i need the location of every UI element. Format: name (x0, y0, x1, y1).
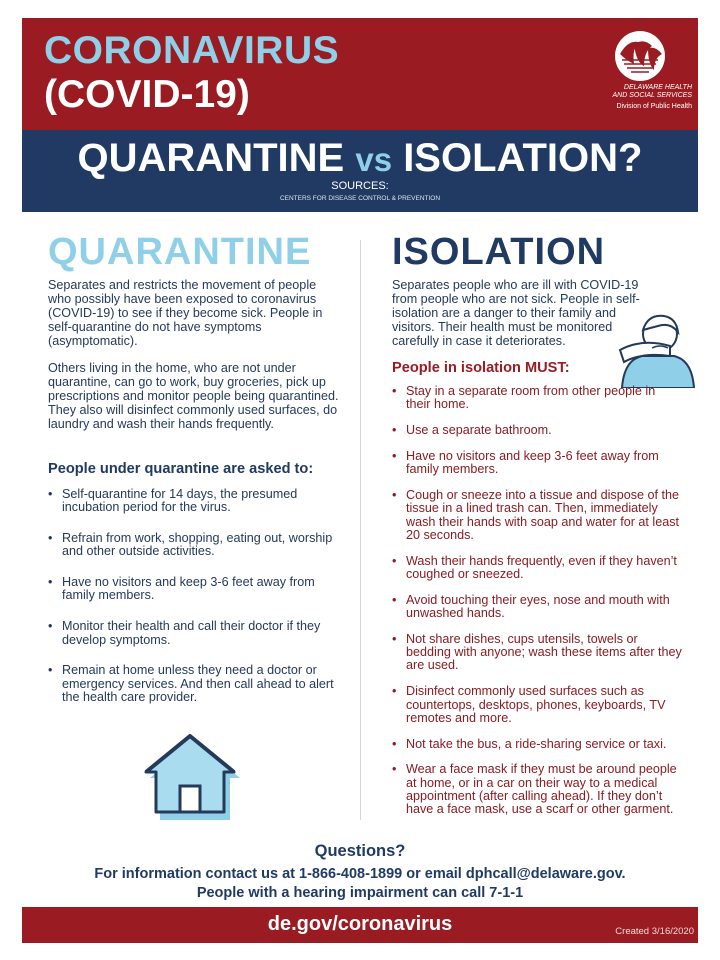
sources-value: CENTERS FOR DISEASE CONTROL & PREVENTION (279, 195, 441, 202)
delaware-dhss-logo-icon (614, 30, 666, 82)
list-item: • Wash their hands frequently, even if they haven’t coughed or sneezed. (392, 555, 682, 582)
coughing-person-icon (612, 308, 704, 388)
list-item: • Not share dishes, cups utensils, towels or bedding with anyone; wash these items after they are used. (392, 633, 682, 673)
list-item: • Refrain from work, shopping, eating out, worship and other outside activities. (48, 532, 340, 559)
title-covid19: (COVID-19) (44, 73, 250, 116)
list-item: • Remain at home unless they need a doctor or emergency services. And then call ahead to alert the health care provider. (48, 664, 340, 704)
isolation-heading: ISOLATION (392, 231, 606, 273)
quarantine-heading: QUARANTINE (48, 231, 312, 273)
headline (22, 134, 698, 184)
quarantine-list (48, 488, 340, 722)
created-date: Created 3/16/2020 (615, 926, 694, 937)
list-item: • Self-quarantine for 14 days, the presumed incubation period for the virus. (48, 488, 340, 515)
list-item: • Stay in a separate room from other people in their home. (392, 385, 682, 412)
column-divider (360, 240, 361, 820)
sources-label: SOURCES: (331, 180, 389, 192)
headline-vs: vs (355, 141, 393, 178)
list-item: • Use a separate bathroom. (392, 424, 682, 437)
list-item: • Avoid touching their eyes, nose and mouth with unwashed hands. (392, 594, 682, 621)
hearing-impairment-info: People with a hearing impairment can call 7-1-1 (196, 885, 524, 901)
logo-text-line2: AND SOCIAL SERVICES (612, 92, 692, 99)
questions-heading: Questions? (314, 842, 406, 860)
list-item: • Have no visitors and keep 3-6 feet away from family members. (48, 576, 340, 603)
logo-text-line3: Division of Public Health (616, 103, 692, 110)
isolation-paragraph-1: Separates people who are ill with COVID-19 from people who are not sick. People in self-isolation are a danger to their family and visitors. Their health must be monitored carefully in case it deteriorates. (392, 278, 640, 348)
list-item: • Wear a face mask if they must be around people at home, or in a car on their way to a medical appointment (after calling ahead). If they don’t have a face mask, use a scarf or other garment. (392, 763, 682, 816)
contact-info: For information contact us at 1-866-408-1899 or email dphcall@delaware.gov. (94, 866, 626, 882)
title-coronavirus: CORONAVIRUS (44, 29, 340, 72)
list-item: • Have no visitors and keep 3-6 feet away from family members. (392, 450, 682, 477)
isolation-subheading: People in isolation MUST: (392, 360, 570, 376)
list-item: • Monitor their health and call their doctor if they develop symptoms. (48, 620, 340, 647)
headline-isolation: ISOLATION? (403, 136, 643, 180)
footer-url: de.gov/coronavirus (267, 913, 453, 935)
quarantine-subheading: People under quarantine are asked to: (48, 461, 314, 477)
headline-quarantine: QUARANTINE (77, 136, 345, 180)
isolation-list (392, 385, 682, 829)
quarantine-paragraph-1: Separates and restricts the movement of people who possibly have been exposed to coronavirus (COVID-19) to see if they become sick. People in self-quarantine do not have symptoms (asymptomatic). (48, 278, 323, 348)
house-icon (140, 728, 240, 820)
list-item: • Cough or sneeze into a tissue and dispose of the tissue in a lined trash can. Then, immediately wash their hands with soap and water for at least 20 seconds. (392, 489, 682, 542)
list-item: • Not take the bus, a ride-sharing service or taxi. (392, 738, 682, 751)
quarantine-paragraph-2: Others living in the home, who are not under quarantine, can go to work, buy groceries, pick up prescriptions and monitor people being quarantined. They also will disinfect commonly used surfaces, do laundry and wash their hands frequently. (48, 361, 339, 431)
logo-text-line1: DELAWARE HEALTH (623, 84, 692, 91)
dhss-logo (596, 28, 692, 118)
list-item: • Disinfect commonly used surfaces such as countertops, desktops, phones, keyboards, TV remotes and more. (392, 685, 682, 725)
